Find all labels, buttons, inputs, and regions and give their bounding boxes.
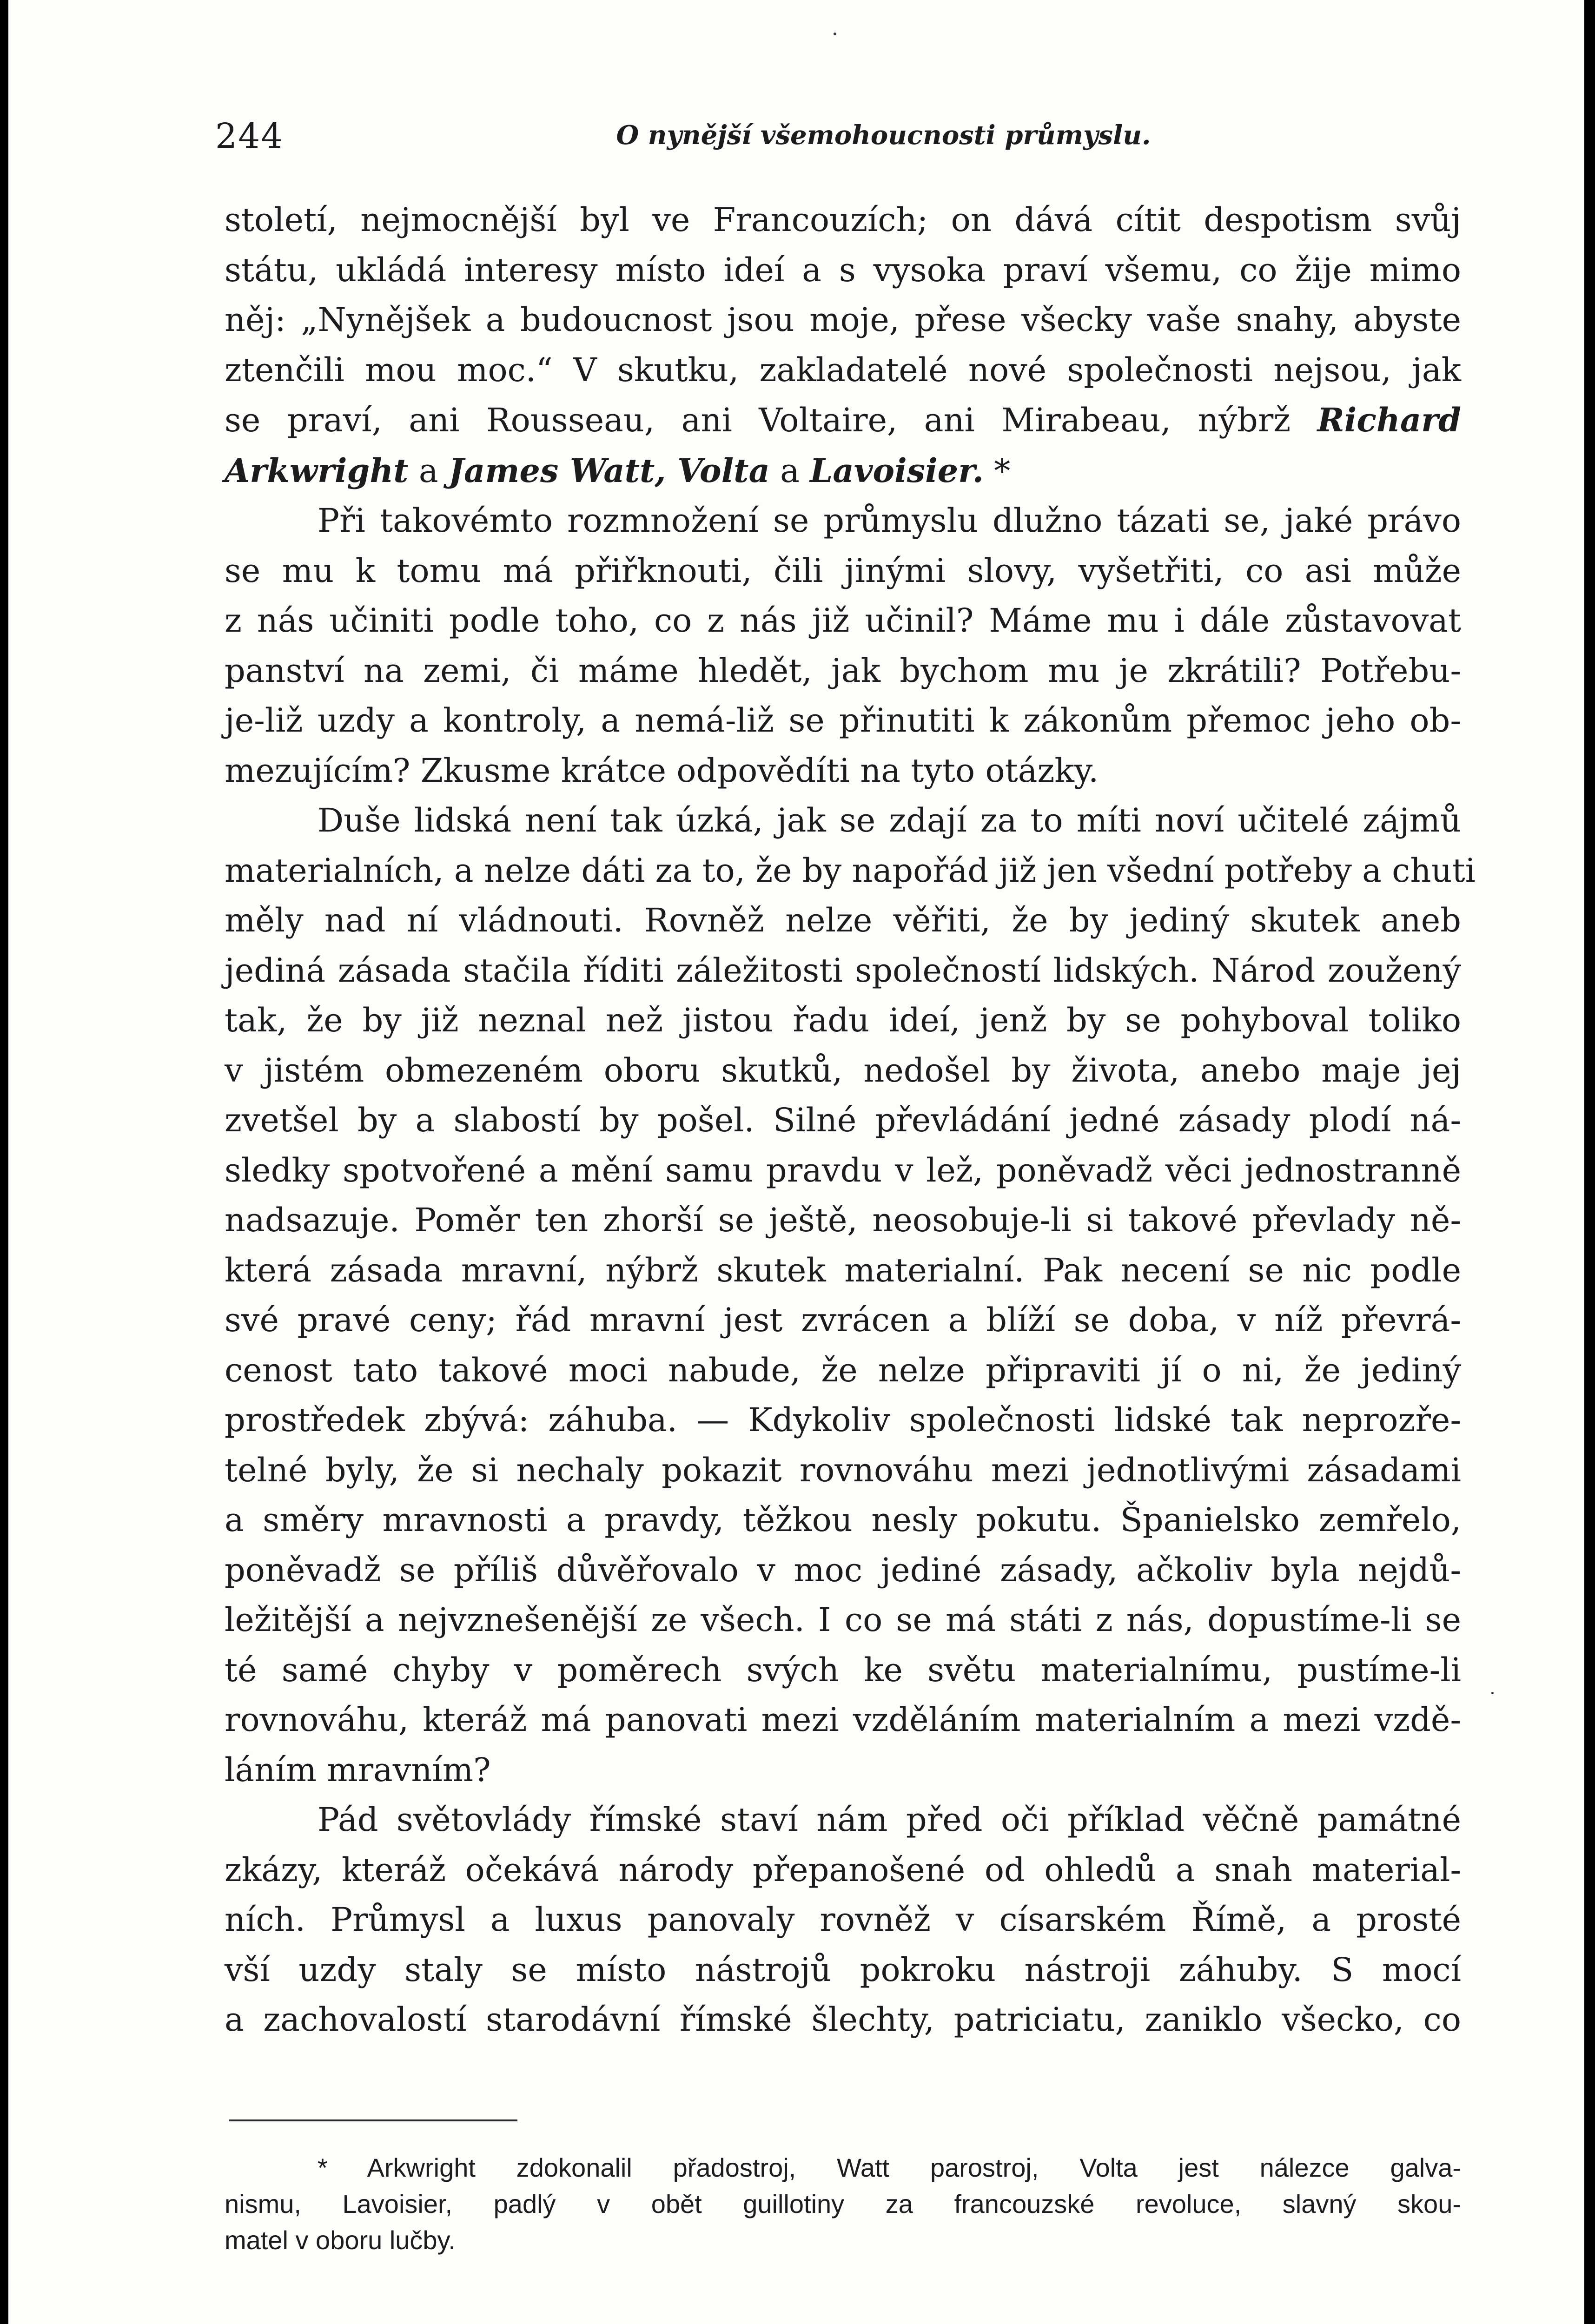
text-line <box>225 496 1461 546</box>
text-run: mezujícím? Zkusme krátce odpovědíti na tyto otázky. <box>225 751 1099 790</box>
text-run: a zachovalostí starodávní římské šlechty, patriciatu, zaniklo všecko, co <box>225 2000 1461 2039</box>
text-line <box>225 746 1461 796</box>
italic-name: Arkwright <box>225 451 409 490</box>
text-run: sledky spotvořené a mění samu pravdu v lež, poněvadž věci jednostranně <box>225 1151 1461 1189</box>
text-line <box>225 1246 1461 1296</box>
text-line <box>225 1895 1461 1945</box>
italic-name: James Watt, Volta <box>448 451 770 490</box>
text-run: Pád světovlády římské staví nám před oči příklad věčně památné <box>318 1801 1461 1839</box>
text-line <box>225 1595 1461 1645</box>
text-run: rovnováhu, kteráž má panovati mezi vzděláním materialním a mezi vzdě- <box>225 1701 1461 1739</box>
text-line <box>225 996 1461 1046</box>
text-run: své pravé ceny; řád mravní jest zvrácen a blíží se doba, v níž převrá- <box>225 1301 1461 1339</box>
text-run: té samé chyby v poměrech svých ke světu materialnímu, pustíme-li <box>225 1651 1461 1689</box>
text-line <box>225 896 1461 946</box>
text-line <box>225 446 1461 496</box>
text-line <box>225 1046 1461 1096</box>
text-line <box>225 546 1461 596</box>
italic-name: Richard <box>1317 401 1461 439</box>
text-line <box>225 646 1461 696</box>
text-line <box>225 1945 1461 1995</box>
paragraph <box>225 796 1476 1795</box>
page-header <box>215 116 1459 167</box>
text-run: v jistém obmezeném oboru skutků, nedošel by života, anebo maje jej <box>225 1051 1461 1089</box>
text-line <box>225 1446 1461 1496</box>
paragraph <box>225 195 1461 496</box>
italic-name: Lavoisier. <box>810 451 984 490</box>
text-line <box>225 1295 1461 1346</box>
text-run: a <box>769 451 810 490</box>
text-line <box>225 846 1476 896</box>
text-line <box>225 1146 1461 1196</box>
text-run: něj: „Nynějšek a budoucnost jsou moje, přese všecky vaše snahy, abyste <box>225 301 1461 339</box>
text-run: nadsazuje. Poměr ten zhorší se ještě, neosobuje-li si takové převlady ně- <box>225 1201 1461 1239</box>
text-line <box>225 1096 1461 1146</box>
text-run: zkázy, kteráž očekává národy přepanošené od ohledů a snah material- <box>225 1850 1461 1889</box>
text-run: a směry mravnosti a pravdy, těžkou nesly pokutu. Španielsko zemřelo, <box>225 1501 1461 1539</box>
text-run: ztenčili mou moc.“ V skutku, zakladatelé nové společnosti nejsou, jak <box>225 350 1461 389</box>
text-run: která zásada mravní, nýbrž skutek materialní. Pak necení se nic podle <box>225 1251 1461 1289</box>
text-line <box>225 1695 1461 1745</box>
text-line <box>225 1645 1461 1696</box>
text-run: materialních, a nelze dáti za to, že by napořád již jen všední potřeby a chuti <box>225 851 1476 890</box>
text-line <box>225 1395 1461 1446</box>
text-line <box>225 796 1461 846</box>
text-run: měly nad ní vládnouti. Rovněž nelze věřiti, že by jediný skutek aneb <box>225 901 1461 939</box>
text-run: z nás učiniti podle toho, co z nás již učinil? Máme mu i dále zůstavovat <box>225 601 1461 640</box>
text-line <box>225 596 1461 646</box>
text-run: telné byly, že si nechaly pokazit rovnováhu mezi jednotlivými zásadami <box>225 1451 1461 1489</box>
text-line <box>225 696 1461 746</box>
text-line <box>225 946 1461 996</box>
text-run: cenost tato takové moci nabude, že nelze připraviti jí o ni, že jediný <box>225 1351 1461 1389</box>
text-run: tak, že by již neznal než jistou řadu ideí, jenž by se pohyboval toliko <box>225 1001 1461 1039</box>
text-line <box>225 1195 1461 1246</box>
text-run: prostředek zbývá: záhuba. — Kdykoliv společnosti lidské tak neprozře- <box>225 1401 1461 1439</box>
text-line <box>225 345 1461 396</box>
footnote <box>225 2150 1461 2258</box>
text-run: ních. Průmysl a luxus panovaly rovněž v císarském Římě, a prosté <box>225 1901 1461 1939</box>
text-line <box>225 195 1461 245</box>
text-line <box>225 395 1461 446</box>
text-run: Duše lidská není tak úzká, jak se zdají za to míti noví učitelé zájmů <box>318 801 1461 839</box>
text-run: století, nejmocnější byl ve Francouzích; on dává cítit despotism svůj <box>225 201 1461 239</box>
text-run: a <box>408 451 449 490</box>
scan-speck <box>834 33 836 35</box>
text-run: láním mravním? <box>225 1750 491 1789</box>
scan-speck <box>1491 1692 1494 1694</box>
footnote-separator <box>229 2119 517 2121</box>
text-run: vší uzdy staly se místo nástrojů pokroku nástroji záhuby. S mocí <box>225 1950 1461 1989</box>
text-run: se praví, ani Rousseau, ani Voltaire, ani Mirabeau, nýbrž <box>225 401 1317 439</box>
text-line <box>225 1346 1461 1396</box>
body-text <box>225 195 1476 2045</box>
page-number: 244 <box>215 116 284 156</box>
text-line <box>225 1995 1461 2045</box>
text-run: Při takovémto rozmnožení se průmyslu dlužno tázati se, jaké právo <box>318 502 1461 540</box>
text-run: se mu k tomu má přiřknouti, čili jinými slovy, vyšetřiti, co asi může <box>225 551 1461 590</box>
scanned-page <box>8 0 1584 2324</box>
text-line <box>225 245 1461 296</box>
paragraph <box>225 496 1461 796</box>
text-run: jediná zásada stačila říditi záležitosti společností lidských. Národ zoužený <box>225 951 1461 990</box>
text-line <box>225 1745 1461 1796</box>
footnote-line: * Arkwright zdokonalil přadostroj, Watt parostroj, Volta jest nálezce galva- <box>318 2153 1461 2182</box>
text-run: poněvadž se příliš důvěřovalo v moc jediné zásady, ačkoliv byla nejdů- <box>225 1551 1461 1589</box>
text-line <box>225 295 1461 345</box>
paragraph <box>225 1795 1461 2045</box>
text-line <box>225 1545 1461 1596</box>
text-run: zvetšel by a slabostí by pošel. Silné převládání jedné zásady plodí ná- <box>225 1101 1461 1139</box>
running-title: O nynější všemohoucnosti průmyslu. <box>616 120 1151 151</box>
text-line <box>225 1845 1461 1895</box>
footnote-line: nismu, Lavoisier, padlý v obět guillotiny za francouzské revoluce, slavný skou- <box>225 2189 1461 2218</box>
text-line <box>225 1795 1461 1845</box>
text-run: ležitější a nejvznešenější ze všech. I co se má státi z nás, dopustíme-li se <box>225 1601 1461 1639</box>
text-run: * <box>984 451 1011 490</box>
text-run: státu, ukládá interesy místo ideí a s vysoka praví všemu, co žije mimo <box>225 251 1461 289</box>
text-run: panství na zemi, či máme hledět, jak bychom mu je zkrátili? Potřebu- <box>225 651 1461 690</box>
footnote-line: matel v oboru lučby. <box>225 2225 456 2255</box>
text-line <box>225 1495 1461 1545</box>
text-run: je-liž uzdy a kontroly, a nemá-liž se přinutiti k zákonům přemoc jeho ob- <box>225 701 1461 739</box>
